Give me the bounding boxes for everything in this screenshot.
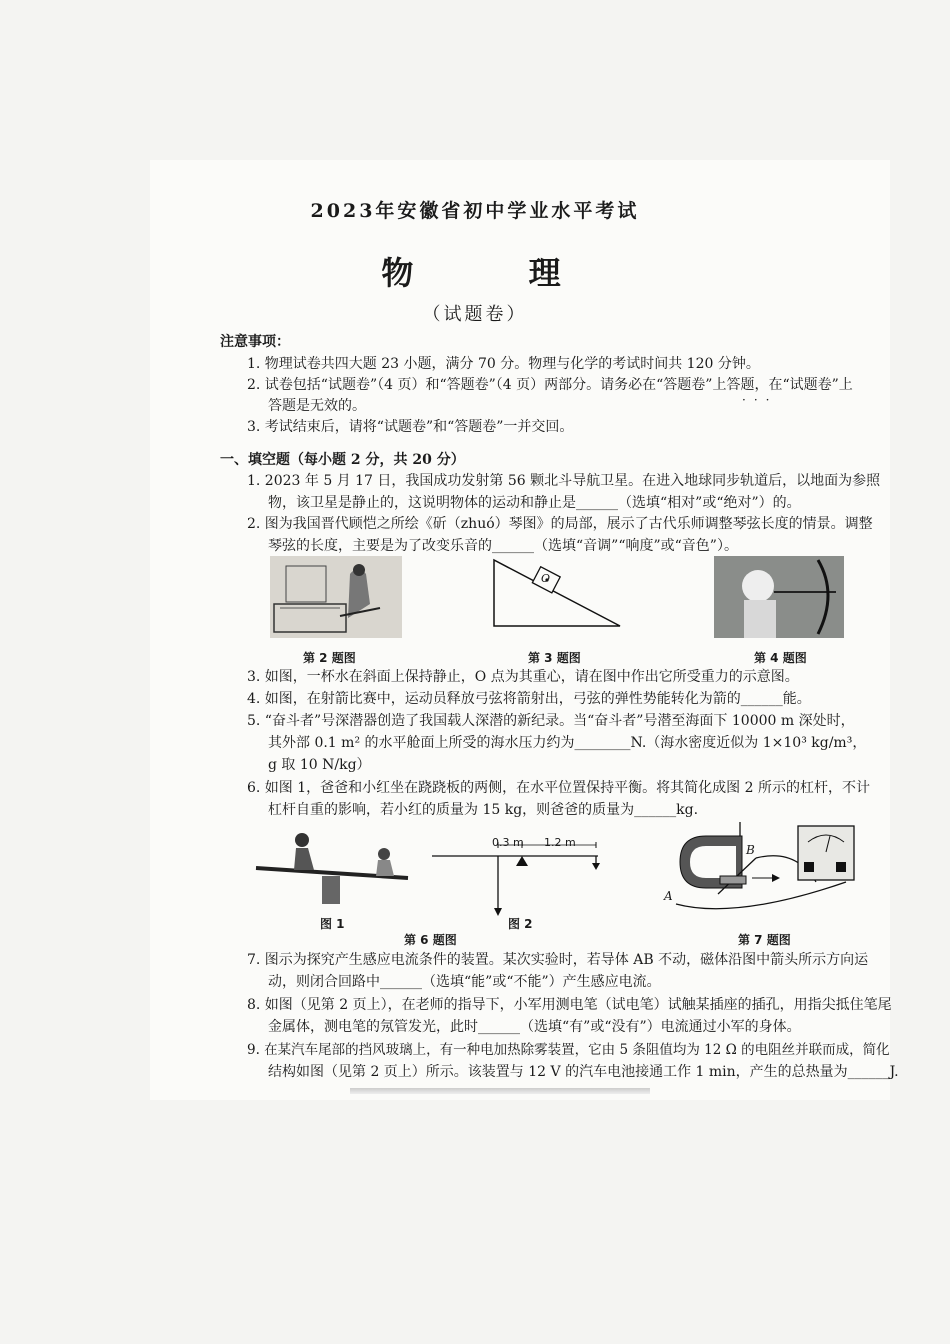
archer-photo	[714, 556, 844, 638]
conductor-label-a: A	[664, 889, 673, 903]
page-footer-cropped	[350, 1088, 650, 1094]
notice-item-2: 2. 试卷包括“试题卷”（4 页）和“答题卷”（4 页）两部分。请务必在“答题卷”上答题，在“试题卷”上	[247, 377, 853, 393]
q2-line1: 2. 图为我国晋代顾恺之所绘《斫（zhuó）琴图》的局部，展示了古代乐师调整琴弦长度的情景。调整	[247, 516, 873, 532]
q5-line1: 5. “奋斗者”号深潜器创造了我国载人深潜的新纪录。当“奋斗者”号潜至海面下 10000 m 深处时，	[247, 713, 855, 729]
q2-line2: 琴弦的长度，主要是为了改变乐音的______（选填“音调”“响度”或“音色”）。	[268, 538, 738, 554]
fig7-caption: 第 7 题图	[738, 933, 791, 947]
q5-line2: 其外部 0.1 m² 的水平舱面上所受的海水压力约为________N.（海水密度近似为 1×10³ kg/m³，	[268, 735, 867, 751]
notice-item-3: 3. 考试结束后，请将“试题卷”和“答题卷”一并交回。	[247, 419, 574, 435]
induction-apparatus-diagram	[660, 822, 860, 918]
guqin-painting-image	[270, 556, 402, 638]
q6-line1: 6. 如图 1，爸爸和小红坐在跷跷板的两侧，在水平位置保持平衡。将其简化成图 2 所示的杠杆，不计	[247, 780, 870, 796]
seesaw-illustration	[252, 832, 412, 912]
lever-length-b: 1.2 m	[544, 836, 576, 849]
q7-line2: 动，则闭合回路中______（选填“能”或“不能”）产生感应电流。	[268, 974, 661, 990]
q9-line1: 9. 在某汽车尾部的挡风玻璃上，有一种电加热除雾装置，它由 5 条阻值均为 12 Ω 的电阻丝并联而成，简化	[247, 1042, 890, 1058]
q8-line2: 金属体，测电笔的氖管发光，此时______（选填“有”或“没有”）电流通过小军的身体。	[268, 1019, 801, 1035]
q7-line1: 7. 图示为探究产生感应电流条件的装置。某次实验时，若导体 AB 不动，磁体沿图中箭头所示方向运	[247, 952, 869, 968]
q4-line1: 4. 如图，在射箭比赛中，运动员释放弓弦将箭射出，弓弦的弹性势能转化为箭的______能。	[247, 691, 811, 707]
fig6-caption: 第 6 题图	[404, 933, 457, 947]
q6-line2: 杠杆自重的影响，若小红的质量为 15 kg，则爸爸的质量为______kg.	[268, 802, 699, 818]
q9-line2: 结构如图（见第 2 页上）所示。该装置与 12 V 的汽车电池接通工作 1 min，产生的总热量为______J.	[268, 1064, 899, 1080]
incline-cup-diagram	[492, 558, 622, 628]
notice-item-2-cont: 答题是无效的。	[268, 398, 366, 414]
fig6-2-caption: 图 2	[508, 917, 533, 931]
paper-type: （试题卷）	[422, 304, 528, 325]
lever-length-a: 0.3 m	[492, 836, 524, 849]
q1-line1: 1. 2023 年 5 月 17 日，我国成功发射第 56 颗北斗导航卫星。在进入地球同步轨道后，以地面为参照	[247, 473, 881, 489]
subject-title: 物 理	[381, 254, 613, 292]
q3-line1: 3. 如图，一杯水在斜面上保持静止，O 点为其重心，请在图中作出它所受重力的示意图。	[247, 669, 799, 685]
notice-heading: 注意事项：	[220, 334, 290, 350]
fig2-caption: 第 2 题图	[303, 651, 356, 665]
fig4-caption: 第 4 题图	[754, 651, 807, 665]
center-of-gravity-label: O	[541, 572, 551, 585]
emphasis-dots: ···	[742, 393, 778, 407]
fig6-1-caption: 图 1	[320, 917, 345, 931]
q5-line3: g 取 10 N/kg）	[268, 757, 371, 773]
section1-heading: 一、填空题（每小题 2 分，共 20 分）	[220, 452, 465, 468]
notice-item-1: 1. 物理试卷共四大题 23 小题，满分 70 分。物理与化学的考试时间共 120 分钟。	[247, 356, 760, 372]
q1-line2: 物，该卫星是静止的，这说明物体的运动和静止是______（选填“相对”或“绝对”）的。	[268, 495, 801, 511]
conductor-label-b: B	[746, 843, 755, 857]
q8-line1: 8. 如图（见第 2 页上），在老师的指导下，小军用测电笔（试电笔）试触某插座的插孔，用指尖抵住笔尾	[247, 997, 892, 1013]
exam-title: 2023年安徽省初中学业水平考试	[310, 200, 640, 222]
fig3-caption: 第 3 题图	[528, 651, 581, 665]
